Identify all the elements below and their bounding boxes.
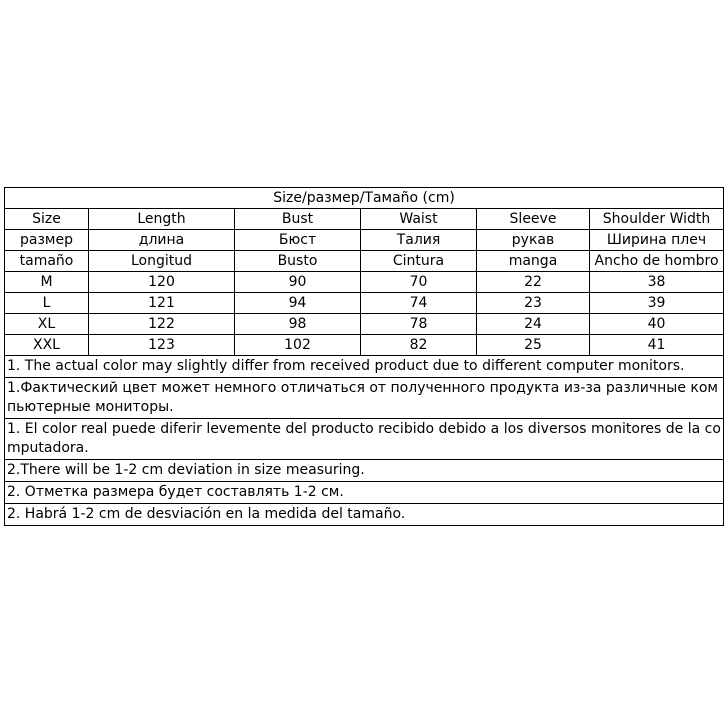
table-row xyxy=(5,272,724,293)
header-cell-shoulder-width: Shoulder Width xyxy=(590,209,724,230)
cell-size: M xyxy=(5,272,89,293)
note-row xyxy=(5,504,724,526)
cell-sleeve: 22 xyxy=(477,272,590,293)
header-cell-size: tamaño xyxy=(5,251,89,272)
size-chart-table xyxy=(4,187,724,526)
cell-length: 122 xyxy=(89,314,235,335)
header-cell-length: Length xyxy=(89,209,235,230)
header-cell-sleeve: рукав xyxy=(477,230,590,251)
cell-sleeve: 24 xyxy=(477,314,590,335)
note-text: 2. Habrá 1-2 cm de desviación en la medida del tamaño. xyxy=(5,504,724,526)
cell-sleeve: 23 xyxy=(477,293,590,314)
table-title: Size/размер/Тамаño (cm) xyxy=(5,188,724,209)
note-row xyxy=(5,378,724,419)
cell-bust: 94 xyxy=(235,293,361,314)
header-cell-waist: Талия xyxy=(361,230,477,251)
cell-shoulder-width: 39 xyxy=(590,293,724,314)
cell-waist: 74 xyxy=(361,293,477,314)
table-row xyxy=(5,293,724,314)
cell-shoulder-width: 40 xyxy=(590,314,724,335)
cell-length: 120 xyxy=(89,272,235,293)
header-cell-sleeve: manga xyxy=(477,251,590,272)
note-row xyxy=(5,460,724,482)
cell-size: XL xyxy=(5,314,89,335)
cell-waist: 78 xyxy=(361,314,477,335)
header-cell-size: размер xyxy=(5,230,89,251)
header-cell-shoulder-width: Ширина плеч xyxy=(590,230,724,251)
cell-shoulder-width: 38 xyxy=(590,272,724,293)
cell-sleeve: 25 xyxy=(477,335,590,356)
cell-length: 123 xyxy=(89,335,235,356)
header-row-russian xyxy=(5,230,724,251)
cell-shoulder-width: 41 xyxy=(590,335,724,356)
header-cell-sleeve: Sleeve xyxy=(477,209,590,230)
header-row-spanish xyxy=(5,251,724,272)
cell-bust: 102 xyxy=(235,335,361,356)
note-text: 2.There will be 1-2 cm deviation in size measuring. xyxy=(5,460,724,482)
header-cell-bust: Бюст xyxy=(235,230,361,251)
header-cell-bust: Busto xyxy=(235,251,361,272)
header-cell-length: Longitud xyxy=(89,251,235,272)
header-cell-size: Size xyxy=(5,209,89,230)
header-cell-length: длина xyxy=(89,230,235,251)
header-cell-shoulder-width: Ancho de hombro xyxy=(590,251,724,272)
cell-length: 121 xyxy=(89,293,235,314)
header-cell-waist: Waist xyxy=(361,209,477,230)
cell-size: L xyxy=(5,293,89,314)
cell-waist: 82 xyxy=(361,335,477,356)
note-text: 1. El color real puede diferir levemente del producto recibido debido a los diversos monitores de la computadora. xyxy=(5,419,724,460)
note-text: 2. Отметка размера будет составлять 1-2 см. xyxy=(5,482,724,504)
title-row xyxy=(5,188,724,209)
cell-bust: 90 xyxy=(235,272,361,293)
note-row xyxy=(5,356,724,378)
header-cell-bust: Bust xyxy=(235,209,361,230)
table-row xyxy=(5,314,724,335)
table-row xyxy=(5,335,724,356)
note-text: 1. The actual color may slightly differ from received product due to different computer monitors. xyxy=(5,356,724,378)
note-row xyxy=(5,482,724,504)
cell-size: XXL xyxy=(5,335,89,356)
cell-waist: 70 xyxy=(361,272,477,293)
cell-bust: 98 xyxy=(235,314,361,335)
note-row xyxy=(5,419,724,460)
header-cell-waist: Cintura xyxy=(361,251,477,272)
note-text: 1.Фактический цвет может немного отличаться от полученного продукта из-за различные компьютерные мониторы. xyxy=(5,378,724,419)
header-row-english xyxy=(5,209,724,230)
